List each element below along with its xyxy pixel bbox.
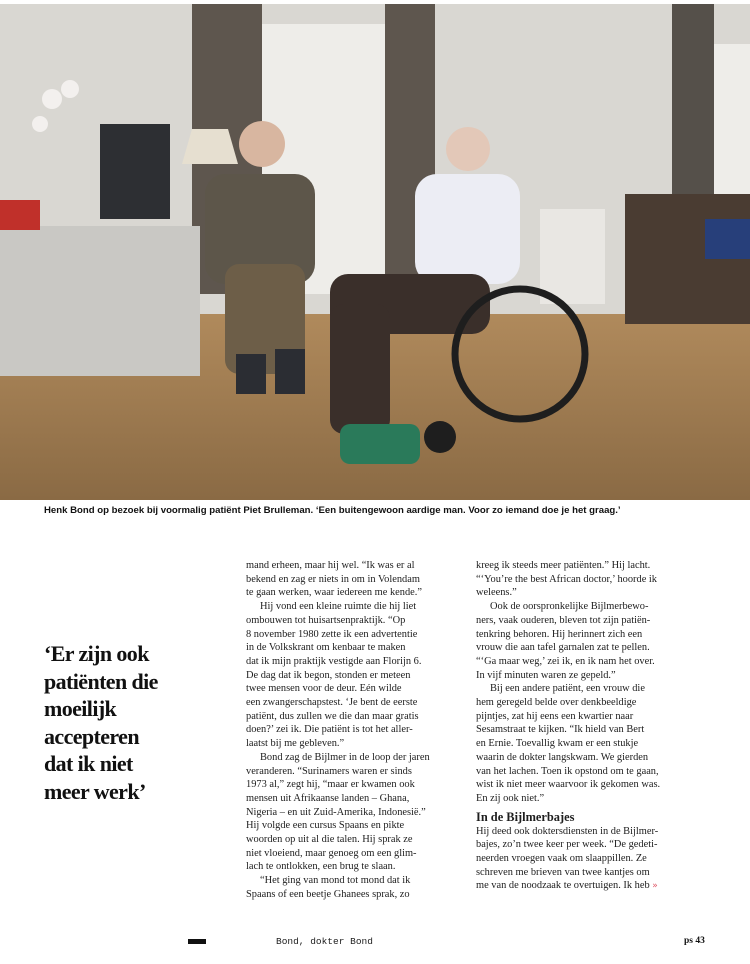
body-text-line: neerden vroegen vaak om slaappillen. Ze — [476, 853, 647, 865]
pull-quote-line: accepteren — [44, 723, 139, 749]
body-text-line: Hij deed ook doktersdiensten in de Bijlmer- — [476, 825, 659, 837]
body-text-line: lach te ontlokken, een brug te slaan. — [246, 861, 396, 873]
pull-quote-line: dat ik niet — [44, 751, 133, 776]
body-text-line: me van de noodzaak te overtuigen. Ik heb » — [476, 880, 658, 892]
body-text-line: schreven me brieven van twee kantjes om — [476, 866, 650, 878]
body-text-line: Sesamstraat te kijken. “Ik hield van Bert — [476, 724, 645, 736]
article-photo — [0, 4, 750, 500]
body-text-line: dat ik mijn praktijk vestigde aan Florijn 6. — [246, 655, 422, 667]
body-text-line: niet vloeiend, maar genoeg om een glim- — [246, 847, 417, 859]
body-text-line: een zwangerschapstest. ‘Je bent de eerste — [246, 697, 418, 709]
body-text-line: ners, vaak ouderen, bleven tot zijn patiën- — [476, 614, 651, 626]
body-text-line: Hij vond een kleine ruimte die hij liet — [260, 601, 417, 613]
body-text-line: kreeg ik steeds meer patiënten.” Hij lacht. — [476, 560, 651, 571]
body-column-2 — [476, 559, 686, 894]
body-text-line: 1973 al,” zegt hij, “maar er kwamen ook — [246, 779, 415, 791]
body-text-line: mensen uit Afrikaanse landen – Ghana, — [246, 792, 410, 804]
body-text-line: Ook de oorspronkelijke Bijlmerbewo- — [490, 601, 649, 613]
body-text-line: bekend en zag er niets in om in Volendam — [246, 573, 420, 585]
body-text-line: twee mensen voor de deur. Eén wilde — [246, 683, 402, 695]
body-text-line: De dag dat ik begon, stonden er meteen — [246, 669, 411, 681]
body-text-line: van het lachen. Toen ik opstond om te gaan, — [476, 765, 659, 777]
section-subhead: In de Bijlmerbajes — [476, 809, 575, 824]
body-text-line: Spaans of een beetje Ghanees sprak, zo — [246, 888, 410, 900]
body-text-line: Bij een andere patiënt, een vrouw die — [490, 683, 645, 695]
body-text-line: Bond zag de Bijlmer in de loop der jaren — [260, 751, 430, 763]
body-text-line: patiënt, dus zullen we die dan maar gratis — [246, 710, 419, 722]
footer-title: Bond, dokter Bond — [276, 936, 373, 947]
body-text-line: in de Volkskrant om kenbaar te maken — [246, 642, 406, 654]
body-text-line: Nigeria – en uit Zuid-Amerika, Indonesië.” — [246, 806, 426, 818]
photo-caption: Henk Bond op bezoek bij voormalig patiënt Piet Brulleman. ‘Een buitengewoon aardige man. Voor zo iemand doe je het graag.’ — [44, 505, 621, 516]
body-text-line: Hij volgde een cursus Spaans en pikte — [246, 820, 405, 832]
body-text-line: 8 november 1980 zette ik een advertentie — [246, 628, 418, 640]
pull-quote-line: meer werk’ — [44, 778, 146, 804]
pull-quote-line: patiënten die — [44, 668, 158, 694]
body-text-line: bajes, zo’n twee keer per week. “De gedeti- — [476, 839, 658, 851]
body-text-line: veranderen. “Surinamers waren er sinds — [246, 765, 412, 777]
body-text-line: tenkring behoren. Hij herinnert zich een — [476, 628, 643, 640]
pull-quote-line: ‘Er zijn ook — [44, 641, 149, 666]
page-number: ps 43 — [684, 936, 705, 946]
pull-quote-line: moeilijk — [44, 696, 117, 721]
body-text-line: wist ik niet meer waarvoor ik gekomen was. — [476, 779, 661, 791]
body-text-line: “Het ging van mond tot mond dat ik — [260, 875, 411, 887]
photo-illustration — [0, 4, 750, 500]
body-text-line: “‘Ga maar weg,’ zei ik, en ik nam het over. — [476, 655, 655, 667]
body-text-line: te gaan werken, waar iedereen me kende.” — [246, 587, 422, 599]
body-text-line: ombouwen tot huisartsenpraktijk. “Op — [246, 614, 406, 626]
footer-bar-mark — [188, 939, 206, 944]
body-text-line: vrouw die aan tafel garnalen zat te pellen. — [476, 642, 650, 654]
body-text-line: hem geregeld belde over denkbeeldige — [476, 697, 637, 709]
body-text-line: laatst bij me gebleven.” — [246, 738, 345, 750]
body-text-line: “‘You’re the best African doctor,’ hoorde ik — [476, 573, 657, 585]
body-text-line: weleens.” — [476, 587, 517, 599]
pull-quote — [44, 640, 214, 805]
body-text-line: En zij ook niet.” — [476, 792, 545, 804]
body-column-1 — [246, 559, 451, 902]
body-text-line: en Ernie. Toevallig kwam er een stukje — [476, 738, 639, 750]
body-text-line: pijntjes, zat hij eens een kwartier naar — [476, 710, 634, 722]
body-text-line: woorden op uit al die talen. Hij sprak ze — [246, 834, 413, 846]
body-text-line: mand erheen, maar hij wel. “Ik was er al — [246, 560, 415, 571]
body-text-line: waarin de dokter langskwam. We gierden — [476, 751, 649, 763]
body-text-line: doen?’ zei ik. Die patiënt is tot het aller- — [246, 724, 413, 736]
body-text-line: In vijf minuten waren ze gepeld.” — [476, 669, 616, 681]
continue-arrow-icon: » — [652, 881, 658, 892]
